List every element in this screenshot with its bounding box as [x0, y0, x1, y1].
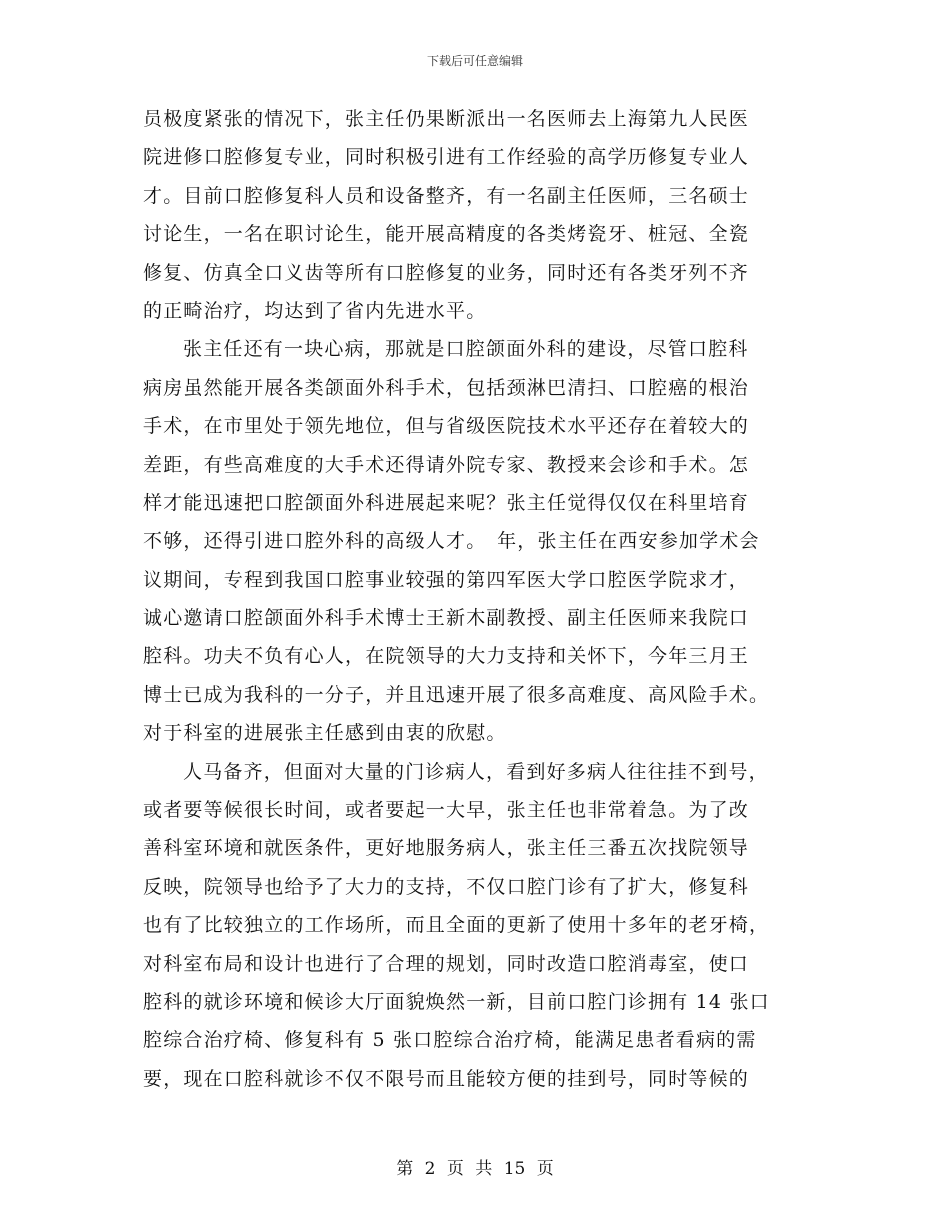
text-line: 议期间，专程到我国口腔事业较强的第四军医大学口腔医学院求才， — [143, 568, 750, 591]
text-line: 才。目前口腔修复科人员和设备整齐，有一名副主任医师，三名硕士 — [143, 184, 750, 207]
text-line: 不够，还得引进口腔外科的高级人才。 年，张主任在西安参加学术会 — [143, 530, 760, 553]
text-line: 对科室布局和设计也进行了合理的规划，同时改造口腔消毒室，使口 — [143, 952, 750, 975]
text-line: 诚心邀请口腔颌面外科手术博士王新木副教授、副主任医师来我院口 — [143, 607, 750, 630]
text-line: 腔科。功夫不负有心人，在院领导的大力支持和关怀下，今年三月王 — [143, 645, 750, 668]
text-line: 对于科室的进展张主任感到由衷的欣慰。 — [143, 722, 507, 745]
text-line: 或者要等候很长时间，或者要起一大早，张主任也非常着急。为了改 — [143, 799, 750, 822]
text-line: 院进修口腔修复专业，同时积极引进有工作经验的高学历修复专业人 — [143, 146, 750, 169]
text-line: 的正畸治疗，均达到了省内先进水平。 — [143, 299, 487, 322]
text-line: 反映，院领导也给予了大力的支持，不仅口腔门诊有了扩大，修复科 — [143, 875, 750, 898]
text-line: 也有了比较独立的工作场所，而且全面的更新了使用十多年的老牙椅， — [143, 914, 770, 937]
text-line: 讨论生，一名在职讨论生，能开展高精度的各类烤瓷牙、桩冠、全瓷 — [143, 223, 750, 246]
text-line: 差距，有些高难度的大手术还得请外院专家、教授来会诊和手术。怎 — [143, 453, 750, 476]
text-line: 手术，在市里处于领先地位，但与省级医院技术水平还存在着较大的 — [143, 415, 750, 438]
text-line: 病房虽然能开展各类颌面外科手术，包括颈淋巴清扫、口腔癌的根治 — [143, 376, 750, 399]
text-line: 善科室环境和就医条件，更好地服务病人，张主任三番五次找院领导 — [143, 837, 750, 860]
text-line: 要，现在口腔科就诊不仅不限号而且能较方便的挂到号，同时等候的 — [143, 1067, 750, 1090]
page-header: 下载后可任意编辑 — [426, 54, 523, 68]
text-line: 样才能迅速把口腔颌面外科进展起来呢？张主任觉得仅仅在科里培育 — [143, 491, 750, 514]
page-number: 第 2 页 共 15 页 — [396, 1159, 554, 1179]
text-line: 张主任还有一块心病，那就是口腔颌面外科的建设，尽管口腔科 — [183, 338, 749, 361]
text-line: 博士已成为我科的一分子，并且迅速开展了很多高难度、高风险手术。 — [143, 683, 770, 706]
text-line: 人马备齐，但面对大量的门诊病人，看到好多病人往往挂不到号， — [183, 760, 769, 783]
text-line: 腔综合治疗椅、修复科有 5 张口腔综合治疗椅，能满足患者看病的需 — [143, 1029, 757, 1052]
document-body — [143, 100, 811, 1098]
text-line: 腔科的就诊环境和候诊大厅面貌焕然一新，目前口腔门诊拥有 14 张口 — [143, 990, 770, 1013]
text-line: 员极度紧张的情况下，张主任仍果断派出一名医师去上海第九人民医 — [143, 108, 750, 130]
text-line: 修复、仿真全口义齿等所有口腔修复的业务，同时还有各类牙列不齐 — [143, 261, 750, 284]
